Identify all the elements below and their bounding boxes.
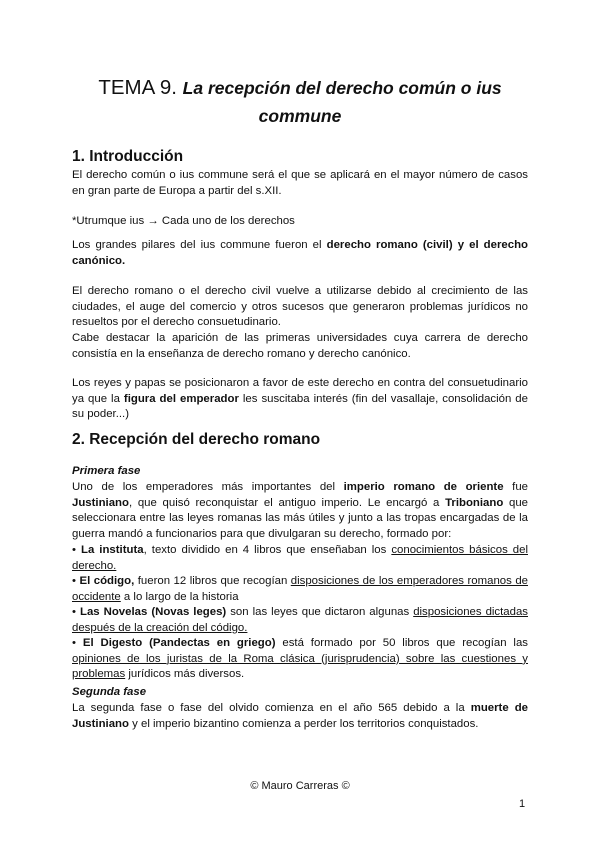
text: les suscitaba interés (fin del vasallaje, consolidación de su poder...): [72, 392, 528, 421]
text: a lo largo de la historia: [120, 590, 239, 603]
bold-text: La instituta: [81, 544, 144, 556]
text: Los reyes y papas se posicionaron a favor de este derecho en contra del consuetudinario ya que la: [72, 377, 528, 405]
bold-text: figura del emperador: [123, 392, 239, 405]
bold-text: muerte de Justiniano: [72, 702, 528, 730]
text: está formado por 50 libros que recogían las: [275, 637, 528, 649]
text: El derecho romano o el derecho civil vuelve a utilizarse debido al crecimiento de las ciudades, el auge del comercio y otros sucesos que generaron problemas jurídicos no resueltos por el derecho consuetudinario.: [72, 285, 528, 329]
underlined-text: disposiciones de los emperadores romanos de occidente: [72, 575, 528, 603]
text: y el imperio bizantino comienza a perder los territorios conquistados.: [128, 717, 479, 730]
section-heading-recepcion: 2. Recepción del derecho romano: [72, 431, 321, 448]
underlined-text: disposiciones dictadas después de la creación del código.: [72, 606, 528, 634]
text: La segunda fase o fase del olvido comienza en el año 565 debido a la: [72, 702, 471, 714]
text: fueron 12 libros que recogían: [134, 575, 291, 587]
page-title: [72, 74, 528, 130]
page-number: 1: [519, 798, 526, 810]
underlined-text: conocimientos básicos del derecho.: [72, 544, 528, 572]
paragraph-intro-p2: [72, 238, 528, 269]
paragraph-segunda-fase-p1: [72, 701, 528, 732]
paragraph-bullet-codigo: [72, 574, 528, 605]
text: , que quisó reconquistar el antiguo imperio. Le encargó a: [128, 496, 446, 509]
title-text: La recepción del derecho común o ius commune: [182, 78, 502, 126]
text: Los grandes pilares del ius commune fueron el: [72, 239, 327, 251]
paragraph-intro-p1: [72, 168, 528, 199]
text: que seleccionara entre las leyes romanas las más útiles y junto a las tropas encargadas de la guerra mandó a funcionarios para que divulgaran su derecho, formado por:: [72, 496, 528, 541]
paragraph-bullet-digesto: [72, 636, 528, 683]
bold-text: El Digesto (Pandectas en griego): [82, 637, 276, 649]
section-heading-introduccion: 1. Introducción: [72, 148, 184, 165]
text: •: [72, 606, 80, 618]
text: •: [72, 575, 80, 587]
bold-text: Justiniano: [72, 496, 129, 509]
title-number: TEMA 9.: [98, 76, 177, 99]
text: Cabe destacar la aparición de las primeras universidades cuya carrera de derecho consistía en la enseñanza de derecho romano y derecho canónico.: [72, 332, 528, 360]
paragraph-intro-p5: [72, 376, 528, 423]
paragraph-intro-note: [72, 214, 528, 230]
text: •: [72, 544, 81, 556]
bold-text: El código,: [79, 575, 135, 587]
subsection-title: Primera fase: [72, 465, 141, 477]
footer-copyright: © Mauro Carreras ©: [250, 780, 350, 792]
paragraph-primera-fase-title: [72, 464, 528, 480]
bold-text: Triboniano: [445, 496, 504, 509]
text: , texto dividido en 4 libros que enseñaban los: [143, 544, 392, 556]
text: fue: [503, 481, 528, 493]
bold-text: derecho romano (civil) y el derecho canónico.: [72, 239, 528, 267]
text: son las leyes que dictaron algunas: [226, 606, 414, 618]
paragraph-primera-fase-p1: [72, 480, 528, 543]
paragraph-intro-p3: [72, 284, 528, 331]
bold-text: imperio romano de oriente: [343, 481, 504, 493]
text: jurídicos más diversos.: [125, 668, 245, 681]
subsection-title: Segunda fase: [72, 686, 147, 698]
paragraph-bullet-novelas: [72, 605, 528, 636]
bold-text: Las Novelas (Novas leges): [80, 606, 227, 618]
underlined-text: opiniones de los juristas de la Roma clásica (jurisprudencia) sobre las cuestiones y problemas: [72, 652, 528, 681]
text: Uno de los emperadores más importantes del: [72, 481, 344, 493]
paragraph-intro-p4: [72, 331, 528, 362]
text: El derecho común o ius commune será el que se aplicará en el mayor número de casos en gran parte de Europa a partir del s.XII.: [72, 169, 528, 197]
paragraph-segunda-fase-title: [72, 685, 528, 701]
text: *Utrumque ius → Cada uno de los derechos: [72, 215, 295, 227]
paragraph-bullet-instituta: [72, 543, 528, 574]
text: •: [72, 637, 83, 649]
